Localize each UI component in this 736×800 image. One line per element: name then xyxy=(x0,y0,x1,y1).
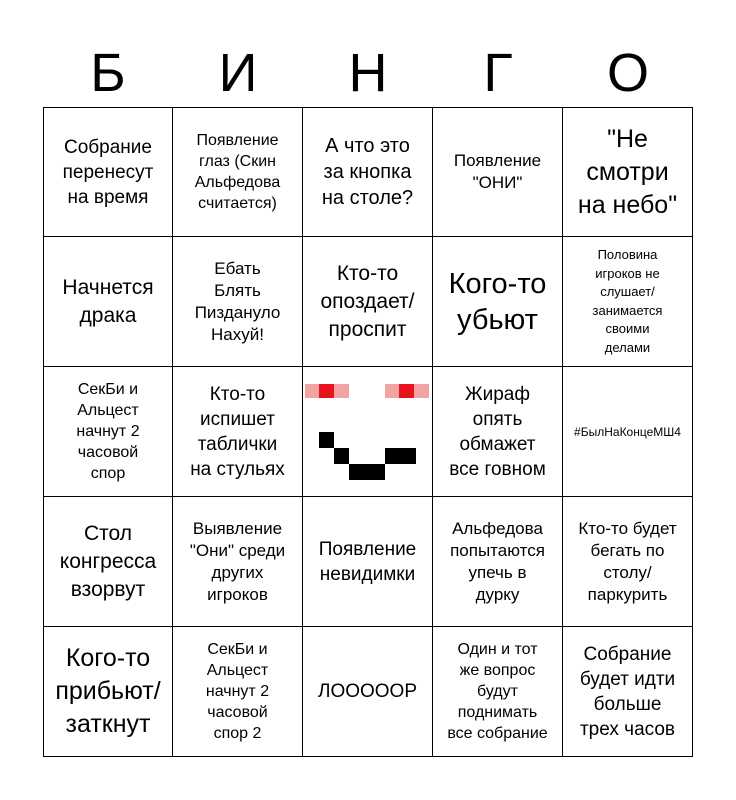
right-eye-pink-right xyxy=(414,384,429,398)
mouth-pixel-4 xyxy=(385,448,416,464)
bingo-cell[interactable] xyxy=(43,367,173,497)
cell-text: ЛООООOР xyxy=(317,681,418,702)
bingo-cell[interactable] xyxy=(173,107,303,237)
cell-text: #БылНаКонцеМШ4 xyxy=(574,424,681,439)
cell-text: А что это за кнопка на столе? xyxy=(321,135,414,209)
bingo-cell[interactable] xyxy=(303,627,433,757)
cell-text: Кого-то прибьют/ заткнут xyxy=(55,644,161,738)
cell-text: СекБи и Альцест начнут 2 часовой спор xyxy=(76,381,140,482)
cell-text: Кто-то испишет таблички на стульях xyxy=(190,383,285,480)
cell-text: Собрание перенесут на время xyxy=(62,136,154,208)
cell-text: Собрание будет идти больше трех часов xyxy=(579,643,676,740)
cell-text: Появление невидимки xyxy=(318,538,417,585)
cell-text: Начнется драка xyxy=(62,275,154,327)
header-letter-b: Б xyxy=(90,43,126,103)
mouth-pixel-1 xyxy=(319,432,334,448)
header-letter-n: Н xyxy=(348,43,388,103)
cell-text: Кто-то будет бегать по столу/ паркурить xyxy=(578,518,677,604)
bingo-cell[interactable] xyxy=(563,237,693,367)
left-eye-pink-left xyxy=(305,384,319,398)
cell-text: Один и тот же вопрос будут поднимать все собрание xyxy=(447,641,548,742)
bingo-header xyxy=(43,40,693,106)
cell-text: Появление глаз (Скин Альфедова считается) xyxy=(194,132,281,212)
cell-text: СекБи и Альцест начнут 2 часовой спор 2 xyxy=(205,641,270,742)
bingo-cell[interactable] xyxy=(173,497,303,627)
left-eye-red xyxy=(319,384,334,398)
header-letter-o: О xyxy=(606,43,649,103)
bingo-cell[interactable] xyxy=(433,237,563,367)
bingo-cell[interactable] xyxy=(43,107,173,237)
mouth-pixel-2 xyxy=(334,448,349,464)
bingo-cell[interactable] xyxy=(43,627,173,757)
cell-text: Альфедова попытаются упечь в дурку xyxy=(450,518,545,604)
bingo-cell[interactable] xyxy=(173,627,303,757)
left-eye-pink-right xyxy=(334,384,349,398)
header-letter-g: Г xyxy=(483,43,513,103)
bingo-cell[interactable] xyxy=(173,367,303,497)
bingo-cell[interactable] xyxy=(563,627,693,757)
bingo-cell[interactable] xyxy=(43,497,173,627)
bingo-cell[interactable] xyxy=(43,237,173,367)
cell-text: Появление "ОНИ" xyxy=(453,151,542,192)
bingo-cell[interactable] xyxy=(433,367,563,497)
bingo-grid xyxy=(43,107,693,757)
cell-text: Выявление "Они" среди других игроков xyxy=(189,518,286,604)
bingo-cell-center[interactable] xyxy=(303,367,433,497)
cell-text: "Не смотри на небо" xyxy=(577,124,678,219)
cell-text: Стол конгресса взорвут xyxy=(59,521,157,601)
cell-text: Ебать Блять Пиздануло Нахуй! xyxy=(194,258,281,344)
bingo-cell[interactable] xyxy=(303,237,433,367)
header-letter-i: И xyxy=(218,43,258,103)
bingo-cell[interactable] xyxy=(303,107,433,237)
cell-text: Кого-то убьют xyxy=(448,267,547,336)
bingo-cell[interactable] xyxy=(563,367,693,497)
mouth-pixel-3 xyxy=(349,464,385,480)
bingo-cell[interactable] xyxy=(173,237,303,367)
cell-text: Половина игроков не слушает/ занимается своими делами xyxy=(592,247,663,355)
bingo-cell[interactable] xyxy=(303,497,433,627)
bingo-cell[interactable] xyxy=(433,627,563,757)
cell-text: Кто-то опоздает/ проспит xyxy=(320,261,415,341)
bingo-cell[interactable] xyxy=(563,107,693,237)
bingo-cell[interactable] xyxy=(433,497,563,627)
right-eye-pink-left xyxy=(385,384,399,398)
pixel-face-image xyxy=(303,367,431,496)
right-eye-red xyxy=(399,384,414,398)
bingo-cell[interactable] xyxy=(433,107,563,237)
cell-text: Жираф опять обмажет все говном xyxy=(449,383,546,480)
bingo-cell[interactable] xyxy=(563,497,693,627)
